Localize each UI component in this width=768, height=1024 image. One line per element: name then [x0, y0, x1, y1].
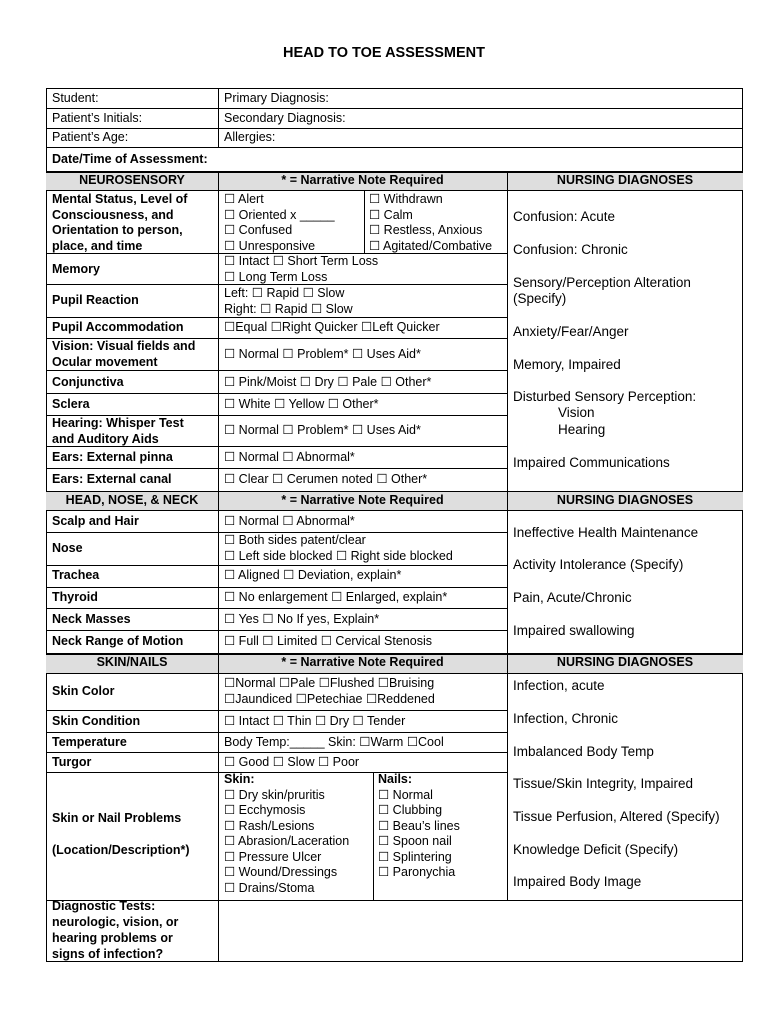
diagnosis-item[interactable]: Infection, acute	[513, 678, 605, 693]
diagnosis-item[interactable]: Confusion: Acute	[513, 209, 616, 224]
diagnosis-item[interactable]: Vision	[558, 405, 595, 420]
conjunctiva-options[interactable]: ☐ Pink/Moist ☐ Dry ☐ Pale ☐ Other*	[224, 375, 432, 389]
pupil-reaction-options[interactable]: Left: ☐ Rapid ☐ Slow Right: ☐ Rapid ☐ Slow	[224, 286, 353, 316]
nursing-diagnoses-header: NURSING DIAGNOSES	[556, 655, 694, 669]
narrative-note-label: * = Narrative Note Required	[281, 173, 444, 187]
skin-problems-list[interactable]: Skin: ☐ Dry skin/pruritis ☐ Ecchymosis ☐ Rash/Lesions ☐ Abrasion/Laceration ☐ Pressure Ulcer ☐ Wound/Dressings ☐ Drains/Stoma	[224, 772, 350, 895]
narrative-note-label: * = Narrative Note Required	[281, 493, 444, 507]
scalp-hair-options[interactable]: ☐ Normal ☐ Abnormal*	[224, 514, 355, 528]
diagnosis-item[interactable]: Confusion: Chronic	[513, 242, 628, 257]
ears-pinna-label: Ears: External pinna	[52, 450, 173, 464]
temperature-options[interactable]: Body Temp:_____ Skin: ☐Warm ☐Cool	[224, 735, 444, 749]
conjunctiva-label: Conjunctiva	[52, 375, 124, 389]
student-field[interactable]: Student:	[52, 91, 99, 105]
diagnosis-item[interactable]: Tissue/Skin Integrity, Impaired	[513, 776, 694, 791]
scalp-hair-label: Scalp and Hair	[52, 514, 139, 528]
diagnosis-item[interactable]: Memory, Impaired	[513, 357, 621, 372]
temperature-label: Temperature	[52, 735, 127, 749]
pupil-accommodation-options[interactable]: ☐Equal ☐Right Quicker ☐Left Quicker	[224, 320, 440, 334]
vision-options[interactable]: ☐ Normal ☐ Problem* ☐ Uses Aid*	[224, 347, 421, 361]
nose-options[interactable]: ☐ Both sides patent/clear ☐ Left side blocked ☐ Right side blocked	[224, 533, 453, 563]
pupil-reaction-label: Pupil Reaction	[52, 293, 139, 307]
diagnosis-item[interactable]: Activity Intolerance (Specify)	[513, 557, 684, 572]
hearing-label: Hearing: Whisper Test and Auditory Aids	[52, 416, 184, 446]
location-description-label: (Location/Description*)	[52, 843, 190, 857]
diagnosis-item[interactable]: Hearing	[558, 422, 606, 437]
diagnosis-item[interactable]: Knowledge Deficit (Specify)	[513, 842, 679, 857]
diagnosis-item[interactable]: Tissue Perfusion, Altered (Specify)	[513, 809, 720, 824]
page-title: HEAD TO TOE ASSESSMENT	[283, 45, 485, 61]
diagnosis-item[interactable]: (Specify)	[513, 291, 567, 306]
thyroid-label: Thyroid	[52, 590, 98, 604]
skin-condition-label: Skin Condition	[52, 714, 141, 728]
diagnosis-item[interactable]: Disturbed Sensory Perception:	[513, 389, 697, 404]
diagnosis-item[interactable]: Pain, Acute/Chronic	[513, 590, 632, 605]
narrative-note-label: * = Narrative Note Required	[281, 655, 444, 669]
diagnosis-item[interactable]: Anxiety/Fear/Anger	[513, 324, 629, 339]
memory-label: Memory	[52, 262, 100, 276]
sclera-options[interactable]: ☐ White ☐ Yellow ☐ Other*	[224, 397, 379, 411]
skin-nail-problems-label: Skin or Nail Problems	[52, 811, 182, 825]
vision-label: Vision: Visual fields and Ocular movement	[52, 339, 196, 369]
diagnosis-item[interactable]: Impaired swallowing	[513, 623, 635, 638]
turgor-label: Turgor	[52, 755, 92, 769]
patient-age-field[interactable]: Patient’s Age:	[52, 130, 129, 144]
nose-label: Nose	[52, 541, 83, 555]
diagnosis-item[interactable]: Impaired Communications	[513, 455, 670, 470]
neck-masses-label: Neck Masses	[52, 612, 131, 626]
mental-status-label: Mental Status, Level of Consciousness, and Orientation to person, place, and time	[52, 192, 188, 253]
sclera-label: Sclera	[52, 397, 90, 411]
diagnosis-item[interactable]: Sensory/Perception Alteration	[513, 275, 691, 290]
skin-color-options[interactable]: ☐Normal ☐Pale ☐Flushed ☐Bruising ☐Jaundiced ☐Petechiae ☐Reddened	[224, 676, 435, 706]
nail-problems-list[interactable]: Nails: ☐ Normal ☐ Clubbing ☐ Beau’s lines ☐ Spoon nail ☐ Splintering ☐ Paronychia	[378, 772, 460, 879]
nursing-diagnoses-header: NURSING DIAGNOSES	[556, 493, 694, 507]
diagnosis-item[interactable]: Impaired Body Image	[513, 874, 642, 889]
secondary-diagnosis-field[interactable]: Secondary Diagnosis:	[224, 111, 346, 125]
ears-canal-label: Ears: External canal	[52, 472, 172, 486]
trachea-options[interactable]: ☐ Aligned ☐ Deviation, explain*	[224, 568, 402, 582]
diagnosis-item[interactable]: Imbalanced Body Temp	[513, 744, 654, 759]
patient-initials-field[interactable]: Patient’s Initials:	[52, 111, 143, 125]
neck-rom-label: Neck Range of Motion	[52, 634, 184, 648]
diagnostic-tests-field[interactable]	[219, 901, 742, 961]
skin-condition-options[interactable]: ☐ Intact ☐ Thin ☐ Dry ☐ Tender	[224, 714, 406, 728]
mental-status-options-right[interactable]: ☐ Withdrawn ☐ Calm ☐ Restless, Anxious ☐ Agitated/Combative	[369, 192, 493, 253]
primary-diagnosis-field[interactable]: Primary Diagnosis:	[224, 91, 329, 105]
ears-pinna-options[interactable]: ☐ Normal ☐ Abnormal*	[224, 450, 355, 464]
trachea-label: Trachea	[52, 568, 100, 582]
skin-nails-header: SKIN/NAILS	[96, 655, 168, 669]
head-nose-neck-header: HEAD, NOSE, & NECK	[65, 493, 199, 507]
ears-canal-options[interactable]: ☐ Clear ☐ Cerumen noted ☐ Other*	[224, 472, 428, 486]
allergies-field[interactable]: Allergies:	[224, 130, 276, 144]
diagnosis-item[interactable]: Infection, Chronic	[513, 711, 619, 726]
diagnosis-item[interactable]: Ineffective Health Maintenance	[513, 525, 699, 540]
diagnostic-tests-label: Diagnostic Tests: neurologic, vision, or hearing problems or signs of infection?	[52, 899, 179, 961]
memory-options[interactable]: ☐ Intact ☐ Short Term Loss ☐ Long Term Loss	[224, 254, 379, 284]
hearing-options[interactable]: ☐ Normal ☐ Problem* ☐ Uses Aid*	[224, 423, 421, 437]
neck-rom-options[interactable]: ☐ Full ☐ Limited ☐ Cervical Stenosis	[224, 634, 432, 648]
pupil-accommodation-label: Pupil Accommodation	[52, 320, 184, 334]
mental-status-options-left[interactable]: ☐ Alert ☐ Oriented x _____ ☐ Confused ☐ Unresponsive	[224, 192, 335, 253]
thyroid-options[interactable]: ☐ No enlargement ☐ Enlarged, explain*	[224, 590, 448, 604]
date-time-field[interactable]: Date/Time of Assessment:	[52, 152, 208, 166]
skin-color-label: Skin Color	[52, 684, 115, 698]
nursing-diagnoses-header: NURSING DIAGNOSES	[556, 173, 694, 187]
neck-masses-options[interactable]: ☐ Yes ☐ No If yes, Explain*	[224, 612, 380, 626]
neurosensory-header: NEUROSENSORY	[79, 173, 185, 187]
turgor-options[interactable]: ☐ Good ☐ Slow ☐ Poor	[224, 755, 360, 769]
